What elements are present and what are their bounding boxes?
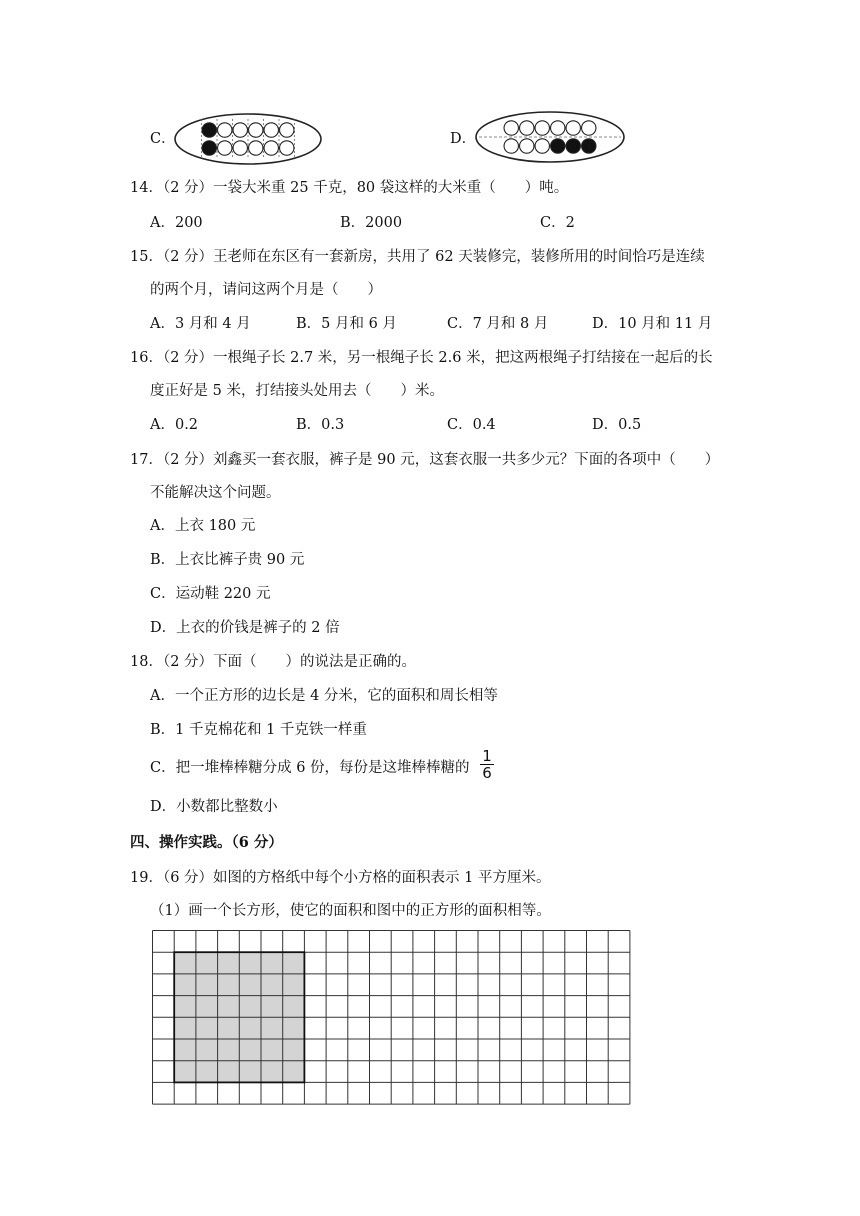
- fraction-numerator: 1: [482, 747, 492, 765]
- white-circle: [218, 141, 232, 155]
- q17-stem-line1: 17．（2 分）刘鑫买一套衣服，裤子是 90 元，这套衣服一共多少元？下面的各项中（ ）: [130, 452, 720, 468]
- q14-option-b: B．2000: [340, 215, 403, 231]
- q15-option-a: A．3 月和 4 月: [150, 316, 251, 332]
- q19-stem: 19．（6 分）如图的方格纸中每个小方格的面积表示 1 平方厘米。: [130, 870, 551, 886]
- white-circle: [582, 121, 596, 135]
- white-circle: [520, 139, 534, 153]
- option-c-label: C．: [150, 131, 176, 147]
- q18-option-c: C．把一堆棒棒糖分成 6 份，每份是这堆棒棒糖的: [150, 760, 470, 776]
- q14-stem: 14．（2 分）一袋大米重 25 千克，80 袋这样的大米重（ ）吨。: [130, 180, 569, 196]
- white-circle: [233, 123, 247, 137]
- section-title: 四、操作实践。（6 分）: [130, 834, 283, 851]
- q16-option-a: A．0.2: [150, 417, 199, 433]
- q16-option-b: B．0.3: [296, 417, 345, 433]
- q15-option-b: B．5 月和 6 月: [296, 316, 397, 332]
- q17-option-c: C．运动鞋 220 元: [150, 586, 271, 602]
- white-circle: [280, 141, 294, 155]
- white-circle: [551, 121, 565, 135]
- q15-stem-line1: 15．（2 分）王老师在东区有一套新房，共用了 62 天装修完，装修所用的时间恰巧是连续: [130, 249, 705, 265]
- q18-option-b: B．1 千克棉花和 1 千克铁一样重: [150, 722, 367, 738]
- q19-sub1: （1）画一个长方形，使它的面积和图中的正方形的面积相等。: [150, 903, 551, 919]
- q18-stem: 18．（2 分）下面（ ）的说法是正确的。: [130, 654, 417, 670]
- white-circle: [264, 141, 278, 155]
- white-circle: [218, 123, 232, 137]
- q16-option-c: C．0.4: [447, 417, 496, 433]
- q18-option-d: D．小数都比整数小: [150, 799, 278, 815]
- q17-option-a: A．上衣 180 元: [150, 518, 256, 534]
- q18-fraction: [480, 749, 494, 780]
- q17-stem-line2: 不能解决这个问题。: [150, 485, 281, 501]
- fraction-denominator: 6: [482, 764, 492, 782]
- q15-option-c: C．7 月和 8 月: [447, 316, 549, 332]
- white-circle: [249, 141, 263, 155]
- black-circle: [202, 141, 216, 155]
- white-circle: [504, 139, 518, 153]
- black-circle: [582, 139, 596, 153]
- white-circle: [504, 121, 518, 135]
- q15-option-d: D．10 月和 11 月: [592, 316, 713, 332]
- grid-paper[interactable]: [152, 930, 631, 1106]
- black-circle: [202, 123, 216, 137]
- q17-option-d: D．上衣的价钱是裤子的 2 倍: [150, 620, 340, 636]
- white-circle: [535, 121, 549, 135]
- q15-stem-line2: 的两个月，请问这两个月是（ ）: [150, 282, 382, 298]
- q16-stem-line1: 16．（2 分）一根绳子长 2.7 米，另一根绳子长 2.6 米，把这两根绳子打结接在一起后的长: [130, 350, 713, 366]
- q17-option-b: B．上衣比裤子贵 90 元: [150, 552, 305, 568]
- option-d-figure: [475, 109, 625, 165]
- white-circle: [233, 141, 247, 155]
- white-circle: [520, 121, 534, 135]
- white-circle: [535, 139, 549, 153]
- option-d-label: D．: [450, 131, 477, 147]
- q18-option-a: A．一个正方形的边长是 4 分米，它的面积和周长相等: [150, 688, 498, 704]
- q16-option-d: D．0.5: [592, 417, 642, 433]
- q14-option-c: C．2: [540, 215, 575, 231]
- black-circle: [551, 139, 565, 153]
- option-c-figure: [174, 111, 322, 167]
- white-circle: [280, 123, 294, 137]
- white-circle: [264, 123, 278, 137]
- black-circle: [566, 139, 580, 153]
- q14-option-a: A．200: [150, 215, 203, 231]
- white-circle: [249, 123, 263, 137]
- q16-stem-line2: 度正好是 5 米，打结接头处用去（ ）米。: [150, 383, 444, 399]
- white-circle: [566, 121, 580, 135]
